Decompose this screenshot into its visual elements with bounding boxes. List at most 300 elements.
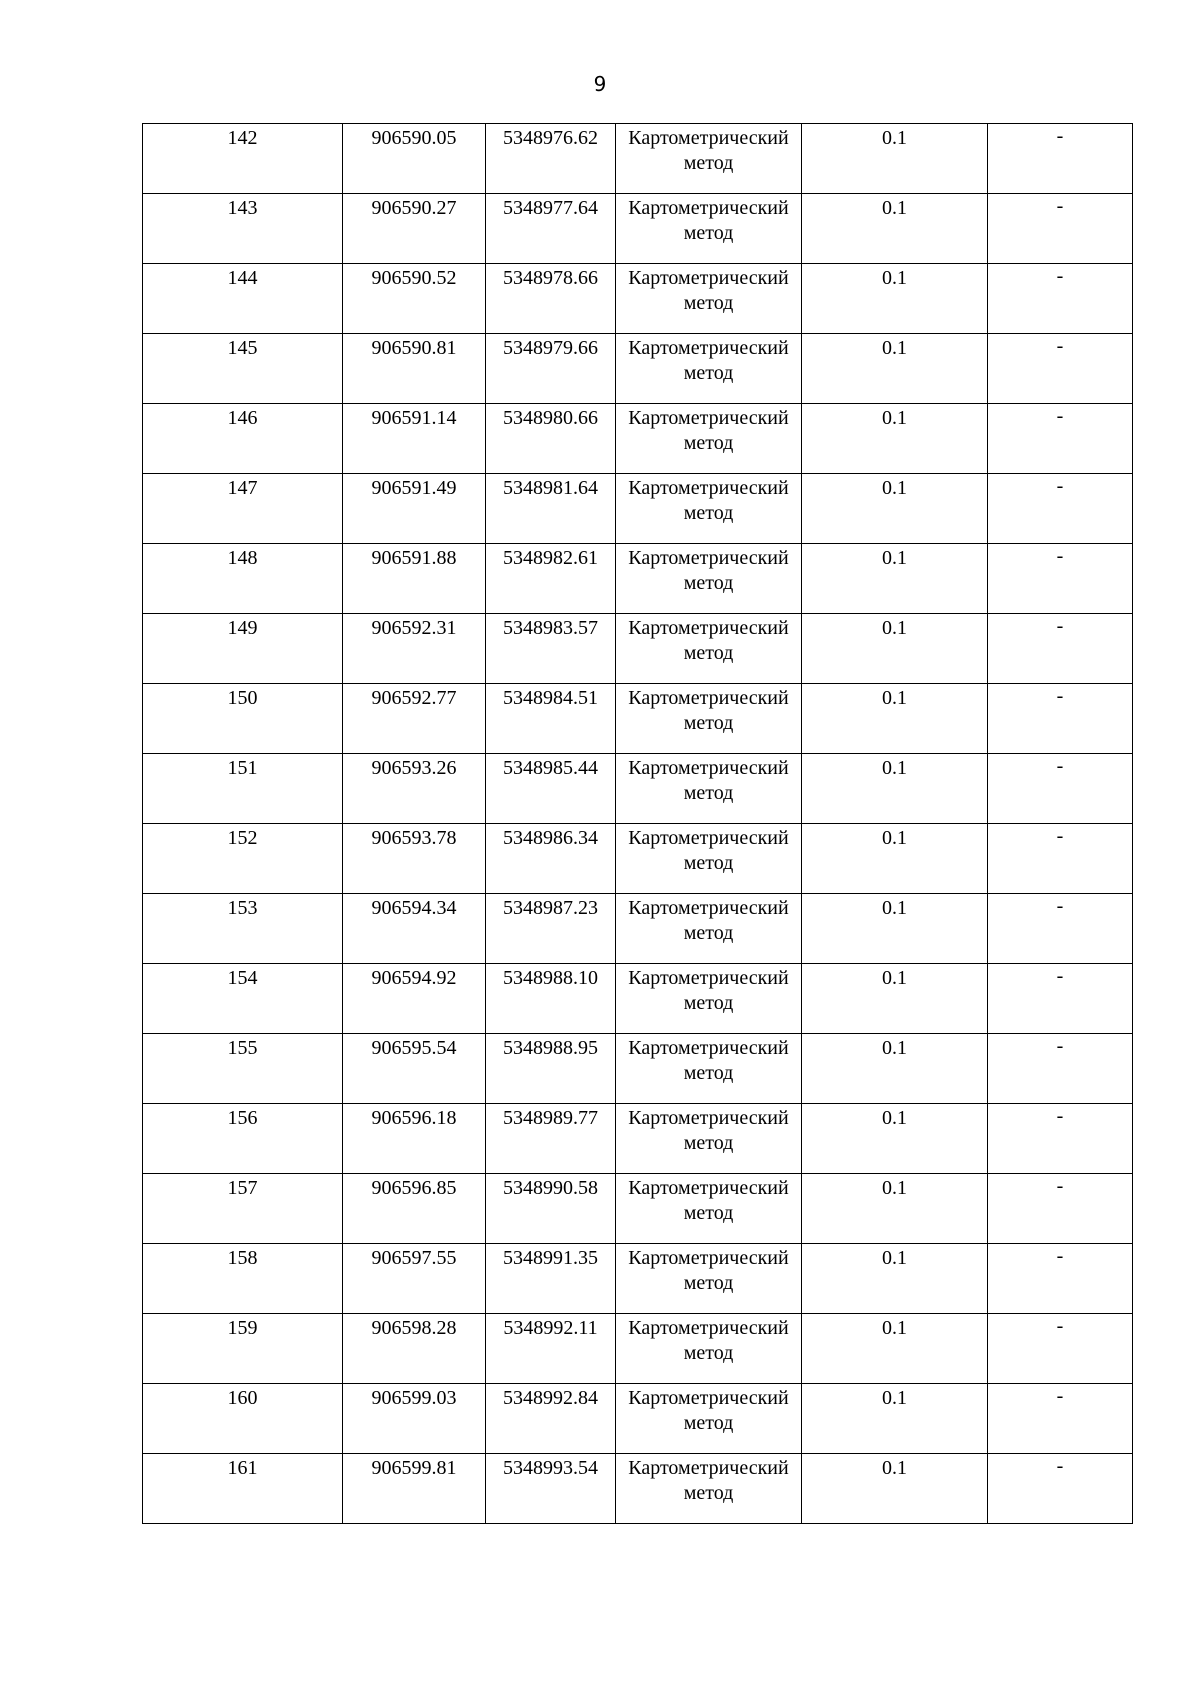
x-coordinate-cell bbox=[343, 1174, 486, 1244]
note-value: - bbox=[1056, 1385, 1064, 1407]
note-value: - bbox=[1056, 545, 1064, 567]
method-cell bbox=[616, 404, 802, 474]
note-value: - bbox=[1056, 685, 1064, 707]
method-line-1: Картометрический bbox=[628, 127, 789, 149]
x-coordinate-cell bbox=[343, 964, 486, 1034]
table-row bbox=[143, 404, 1133, 474]
y-coordinate-cell bbox=[486, 474, 616, 544]
note-cell bbox=[988, 824, 1133, 894]
note-cell bbox=[988, 614, 1133, 684]
x-coordinate-cell bbox=[343, 544, 486, 614]
method-cell bbox=[616, 614, 802, 684]
method-cell bbox=[616, 1034, 802, 1104]
x-coordinate: 906592.77 bbox=[371, 687, 457, 709]
method-cell bbox=[616, 544, 802, 614]
x-coordinate: 906594.34 bbox=[371, 897, 457, 919]
accuracy-value: 0.1 bbox=[882, 1037, 907, 1059]
accuracy-value: 0.1 bbox=[882, 407, 907, 429]
y-coordinate-cell bbox=[486, 194, 616, 264]
accuracy-cell bbox=[802, 824, 988, 894]
y-coordinate: 5348985.44 bbox=[503, 757, 598, 779]
point-id: 156 bbox=[227, 1107, 258, 1129]
point-id: 160 bbox=[227, 1387, 258, 1409]
table-row bbox=[143, 194, 1133, 264]
point-id: 155 bbox=[227, 1037, 258, 1059]
x-coordinate: 906590.52 bbox=[371, 267, 457, 289]
point-id-cell bbox=[143, 1104, 343, 1174]
x-coordinate: 906592.31 bbox=[371, 617, 457, 639]
y-coordinate-cell bbox=[486, 1104, 616, 1174]
y-coordinate: 5348976.62 bbox=[503, 127, 598, 149]
point-id-cell bbox=[143, 474, 343, 544]
x-coordinate-cell bbox=[343, 1244, 486, 1314]
x-coordinate-cell bbox=[343, 474, 486, 544]
point-id-cell bbox=[143, 1174, 343, 1244]
method-cell bbox=[616, 334, 802, 404]
method-line-2: метод bbox=[683, 152, 734, 174]
method-text bbox=[616, 1244, 801, 1296]
method-line-1: Картометрический bbox=[628, 827, 789, 849]
note-cell bbox=[988, 1384, 1133, 1454]
accuracy-cell bbox=[802, 1384, 988, 1454]
y-coordinate: 5348978.66 bbox=[503, 267, 598, 289]
y-coordinate-cell bbox=[486, 124, 616, 194]
point-id-cell bbox=[143, 1314, 343, 1384]
x-coordinate: 906597.55 bbox=[371, 1247, 457, 1269]
accuracy-value: 0.1 bbox=[882, 477, 907, 499]
point-id-cell bbox=[143, 334, 343, 404]
method-line-1: Картометрический bbox=[628, 477, 789, 499]
note-cell bbox=[988, 404, 1133, 474]
x-coordinate: 906596.18 bbox=[371, 1107, 457, 1129]
table-row bbox=[143, 334, 1133, 404]
y-coordinate: 5348979.66 bbox=[503, 337, 598, 359]
accuracy-cell bbox=[802, 684, 988, 754]
table-row bbox=[143, 1034, 1133, 1104]
accuracy-cell bbox=[802, 754, 988, 824]
point-id-cell bbox=[143, 1384, 343, 1454]
accuracy-cell bbox=[802, 404, 988, 474]
x-coordinate: 906599.03 bbox=[371, 1387, 457, 1409]
accuracy-value: 0.1 bbox=[882, 1317, 907, 1339]
x-coordinate-cell bbox=[343, 404, 486, 474]
point-id: 149 bbox=[227, 617, 258, 639]
note-value: - bbox=[1056, 1105, 1064, 1127]
accuracy-cell bbox=[802, 964, 988, 1034]
method-line-2: метод bbox=[683, 642, 734, 664]
method-line-2: метод bbox=[683, 222, 734, 244]
method-cell bbox=[616, 1174, 802, 1244]
note-cell bbox=[988, 1314, 1133, 1384]
table-row bbox=[143, 754, 1133, 824]
y-coordinate: 5348992.11 bbox=[503, 1317, 598, 1339]
y-coordinate-cell bbox=[486, 544, 616, 614]
y-coordinate-cell bbox=[486, 614, 616, 684]
note-value: - bbox=[1056, 755, 1064, 777]
method-line-1: Картометрический bbox=[628, 267, 789, 289]
method-text bbox=[616, 684, 801, 736]
note-value: - bbox=[1056, 615, 1064, 637]
accuracy-value: 0.1 bbox=[882, 967, 907, 989]
note-cell bbox=[988, 894, 1133, 964]
y-coordinate: 5348986.34 bbox=[503, 827, 598, 849]
y-coordinate: 5348981.64 bbox=[503, 477, 598, 499]
method-line-1: Картометрический bbox=[628, 687, 789, 709]
x-coordinate-cell bbox=[343, 334, 486, 404]
accuracy-cell bbox=[802, 544, 988, 614]
accuracy-cell bbox=[802, 1034, 988, 1104]
method-text bbox=[616, 824, 801, 876]
point-id: 147 bbox=[227, 477, 258, 499]
x-coordinate-cell bbox=[343, 264, 486, 334]
y-coordinate: 5348987.23 bbox=[503, 897, 598, 919]
y-coordinate-cell bbox=[486, 264, 616, 334]
method-line-1: Картометрический bbox=[628, 1247, 789, 1269]
accuracy-value: 0.1 bbox=[882, 827, 907, 849]
point-id: 146 bbox=[227, 407, 258, 429]
point-id-cell bbox=[143, 684, 343, 754]
method-text bbox=[616, 1454, 801, 1506]
method-text bbox=[616, 1384, 801, 1436]
point-id-cell bbox=[143, 124, 343, 194]
point-id: 161 bbox=[227, 1457, 258, 1479]
note-value: - bbox=[1056, 1455, 1064, 1477]
accuracy-value: 0.1 bbox=[882, 617, 907, 639]
note-cell bbox=[988, 1244, 1133, 1314]
method-line-2: метод bbox=[683, 1412, 734, 1434]
note-value: - bbox=[1056, 405, 1064, 427]
accuracy-value: 0.1 bbox=[882, 337, 907, 359]
x-coordinate-cell bbox=[343, 684, 486, 754]
note-cell bbox=[988, 124, 1133, 194]
method-line-2: метод bbox=[683, 992, 734, 1014]
method-line-2: метод bbox=[683, 502, 734, 524]
x-coordinate-cell bbox=[343, 754, 486, 824]
point-id-cell bbox=[143, 894, 343, 964]
note-cell bbox=[988, 754, 1133, 824]
point-id: 159 bbox=[227, 1317, 258, 1339]
note-cell bbox=[988, 1174, 1133, 1244]
point-id-cell bbox=[143, 1034, 343, 1104]
method-cell bbox=[616, 1454, 802, 1524]
y-coordinate-cell bbox=[486, 964, 616, 1034]
coordinates-table bbox=[142, 123, 1133, 1524]
method-line-1: Картометрический bbox=[628, 617, 789, 639]
y-coordinate-cell bbox=[486, 754, 616, 824]
coordinates-table-body bbox=[143, 124, 1133, 1524]
point-id: 148 bbox=[227, 547, 258, 569]
accuracy-value: 0.1 bbox=[882, 1387, 907, 1409]
method-line-1: Картометрический bbox=[628, 897, 789, 919]
y-coordinate: 5348988.95 bbox=[503, 1037, 598, 1059]
table-row bbox=[143, 964, 1133, 1034]
method-line-2: метод bbox=[683, 1272, 734, 1294]
method-text bbox=[616, 964, 801, 1016]
note-cell bbox=[988, 474, 1133, 544]
accuracy-value: 0.1 bbox=[882, 267, 907, 289]
method-line-1: Картометрический bbox=[628, 1037, 789, 1059]
method-line-1: Картометрический bbox=[628, 1317, 789, 1339]
accuracy-cell bbox=[802, 1454, 988, 1524]
y-coordinate: 5348993.54 bbox=[503, 1457, 598, 1479]
x-coordinate: 906591.14 bbox=[371, 407, 457, 429]
note-cell bbox=[988, 684, 1133, 754]
x-coordinate: 906594.92 bbox=[371, 967, 457, 989]
y-coordinate-cell bbox=[486, 1454, 616, 1524]
method-cell bbox=[616, 894, 802, 964]
y-coordinate: 5348984.51 bbox=[503, 687, 598, 709]
table-row bbox=[143, 1384, 1133, 1454]
table-row bbox=[143, 824, 1133, 894]
point-id: 154 bbox=[227, 967, 258, 989]
page-number: 9 bbox=[593, 72, 607, 96]
x-coordinate: 906596.85 bbox=[371, 1177, 457, 1199]
method-line-1: Картометрический bbox=[628, 1387, 789, 1409]
method-cell bbox=[616, 1384, 802, 1454]
x-coordinate-cell bbox=[343, 614, 486, 684]
accuracy-cell bbox=[802, 1104, 988, 1174]
accuracy-value: 0.1 bbox=[882, 897, 907, 919]
x-coordinate: 906599.81 bbox=[371, 1457, 457, 1479]
method-text bbox=[616, 264, 801, 316]
method-line-2: метод bbox=[683, 1482, 734, 1504]
table-row bbox=[143, 124, 1133, 194]
method-text bbox=[616, 1174, 801, 1226]
method-text bbox=[616, 1104, 801, 1156]
y-coordinate-cell bbox=[486, 684, 616, 754]
note-value: - bbox=[1056, 335, 1064, 357]
point-id-cell bbox=[143, 404, 343, 474]
point-id: 145 bbox=[227, 337, 258, 359]
note-cell bbox=[988, 264, 1133, 334]
table-row bbox=[143, 1314, 1133, 1384]
x-coordinate-cell bbox=[343, 1314, 486, 1384]
note-cell bbox=[988, 1104, 1133, 1174]
method-text bbox=[616, 474, 801, 526]
method-line-2: метод bbox=[683, 1062, 734, 1084]
x-coordinate-cell bbox=[343, 124, 486, 194]
accuracy-value: 0.1 bbox=[882, 757, 907, 779]
table-row bbox=[143, 1104, 1133, 1174]
method-cell bbox=[616, 684, 802, 754]
note-value: - bbox=[1056, 965, 1064, 987]
note-value: - bbox=[1056, 195, 1064, 217]
method-line-1: Картометрический bbox=[628, 1457, 789, 1479]
method-line-2: метод bbox=[683, 432, 734, 454]
x-coordinate: 906593.26 bbox=[371, 757, 457, 779]
table-row bbox=[143, 474, 1133, 544]
table-row bbox=[143, 264, 1133, 334]
y-coordinate-cell bbox=[486, 1034, 616, 1104]
note-value: - bbox=[1056, 1035, 1064, 1057]
table-row bbox=[143, 684, 1133, 754]
accuracy-cell bbox=[802, 614, 988, 684]
accuracy-cell bbox=[802, 124, 988, 194]
point-id: 153 bbox=[227, 897, 258, 919]
x-coordinate-cell bbox=[343, 1454, 486, 1524]
y-coordinate: 5348992.84 bbox=[503, 1387, 598, 1409]
method-line-2: метод bbox=[683, 1342, 734, 1364]
method-cell bbox=[616, 1244, 802, 1314]
table-row bbox=[143, 1454, 1133, 1524]
y-coordinate: 5348977.64 bbox=[503, 197, 598, 219]
y-coordinate-cell bbox=[486, 334, 616, 404]
method-line-2: метод bbox=[683, 782, 734, 804]
y-coordinate-cell bbox=[486, 894, 616, 964]
point-id-cell bbox=[143, 614, 343, 684]
accuracy-value: 0.1 bbox=[882, 1457, 907, 1479]
point-id-cell bbox=[143, 824, 343, 894]
method-cell bbox=[616, 124, 802, 194]
point-id-cell bbox=[143, 1244, 343, 1314]
table-row bbox=[143, 1244, 1133, 1314]
method-text bbox=[616, 1034, 801, 1086]
method-line-1: Картометрический bbox=[628, 757, 789, 779]
accuracy-cell bbox=[802, 894, 988, 964]
method-text bbox=[616, 124, 801, 176]
y-coordinate-cell bbox=[486, 1384, 616, 1454]
method-text bbox=[616, 614, 801, 666]
method-line-2: метод bbox=[683, 362, 734, 384]
y-coordinate: 5348988.10 bbox=[503, 967, 598, 989]
method-text bbox=[616, 1314, 801, 1366]
note-cell bbox=[988, 964, 1133, 1034]
method-text bbox=[616, 334, 801, 386]
y-coordinate: 5348990.58 bbox=[503, 1177, 598, 1199]
table-row bbox=[143, 894, 1133, 964]
note-value: - bbox=[1056, 1175, 1064, 1197]
x-coordinate: 906590.05 bbox=[371, 127, 457, 149]
note-value: - bbox=[1056, 1245, 1064, 1267]
note-value: - bbox=[1056, 265, 1064, 287]
accuracy-value: 0.1 bbox=[882, 127, 907, 149]
note-value: - bbox=[1056, 825, 1064, 847]
accuracy-value: 0.1 bbox=[882, 1177, 907, 1199]
method-text bbox=[616, 404, 801, 456]
note-cell bbox=[988, 1454, 1133, 1524]
point-id: 157 bbox=[227, 1177, 258, 1199]
method-cell bbox=[616, 1104, 802, 1174]
note-cell bbox=[988, 334, 1133, 404]
point-id: 150 bbox=[227, 687, 258, 709]
method-line-2: метод bbox=[683, 572, 734, 594]
accuracy-cell bbox=[802, 1244, 988, 1314]
method-line-2: метод bbox=[683, 292, 734, 314]
y-coordinate-cell bbox=[486, 1174, 616, 1244]
x-coordinate: 906598.28 bbox=[371, 1317, 457, 1339]
method-line-1: Картометрический bbox=[628, 547, 789, 569]
method-text bbox=[616, 754, 801, 806]
point-id-cell bbox=[143, 544, 343, 614]
point-id: 142 bbox=[227, 127, 258, 149]
method-cell bbox=[616, 474, 802, 544]
y-coordinate-cell bbox=[486, 824, 616, 894]
x-coordinate-cell bbox=[343, 1384, 486, 1454]
point-id-cell bbox=[143, 754, 343, 824]
x-coordinate-cell bbox=[343, 194, 486, 264]
method-cell bbox=[616, 824, 802, 894]
note-cell bbox=[988, 194, 1133, 264]
table-row bbox=[143, 1174, 1133, 1244]
note-cell bbox=[988, 544, 1133, 614]
x-coordinate: 906591.49 bbox=[371, 477, 457, 499]
y-coordinate: 5348983.57 bbox=[503, 617, 598, 639]
method-cell bbox=[616, 194, 802, 264]
point-id-cell bbox=[143, 1454, 343, 1524]
note-value: - bbox=[1056, 895, 1064, 917]
method-line-1: Картометрический bbox=[628, 407, 789, 429]
method-line-2: метод bbox=[683, 1202, 734, 1224]
accuracy-cell bbox=[802, 334, 988, 404]
method-line-1: Картометрический bbox=[628, 197, 789, 219]
accuracy-value: 0.1 bbox=[882, 1247, 907, 1269]
accuracy-value: 0.1 bbox=[882, 1107, 907, 1129]
y-coordinate-cell bbox=[486, 1314, 616, 1384]
point-id-cell bbox=[143, 194, 343, 264]
y-coordinate-cell bbox=[486, 1244, 616, 1314]
y-coordinate: 5348982.61 bbox=[503, 547, 598, 569]
x-coordinate-cell bbox=[343, 1104, 486, 1174]
point-id: 158 bbox=[227, 1247, 258, 1269]
accuracy-cell bbox=[802, 474, 988, 544]
note-value: - bbox=[1056, 1315, 1064, 1337]
method-text bbox=[616, 194, 801, 246]
method-cell bbox=[616, 1314, 802, 1384]
point-id: 143 bbox=[227, 197, 258, 219]
method-line-1: Картометрический bbox=[628, 1107, 789, 1129]
accuracy-cell bbox=[802, 1174, 988, 1244]
x-coordinate-cell bbox=[343, 1034, 486, 1104]
accuracy-value: 0.1 bbox=[882, 197, 907, 219]
accuracy-value: 0.1 bbox=[882, 687, 907, 709]
method-line-2: метод bbox=[683, 922, 734, 944]
accuracy-cell bbox=[802, 264, 988, 334]
point-id-cell bbox=[143, 264, 343, 334]
x-coordinate: 906593.78 bbox=[371, 827, 457, 849]
y-coordinate: 5348980.66 bbox=[503, 407, 598, 429]
method-cell bbox=[616, 754, 802, 824]
method-text bbox=[616, 544, 801, 596]
method-line-1: Картометрический bbox=[628, 337, 789, 359]
method-cell bbox=[616, 264, 802, 334]
x-coordinate: 906590.81 bbox=[371, 337, 457, 359]
method-cell bbox=[616, 964, 802, 1034]
method-line-2: метод bbox=[683, 712, 734, 734]
y-coordinate: 5348991.35 bbox=[503, 1247, 598, 1269]
y-coordinate-cell bbox=[486, 404, 616, 474]
note-cell bbox=[988, 1034, 1133, 1104]
x-coordinate: 906591.88 bbox=[371, 547, 457, 569]
x-coordinate: 906590.27 bbox=[371, 197, 457, 219]
point-id: 152 bbox=[227, 827, 258, 849]
point-id: 151 bbox=[227, 757, 258, 779]
point-id: 144 bbox=[227, 267, 258, 289]
x-coordinate-cell bbox=[343, 824, 486, 894]
method-line-1: Картометрический bbox=[628, 967, 789, 989]
table-row bbox=[143, 614, 1133, 684]
method-line-2: метод bbox=[683, 852, 734, 874]
table-row bbox=[143, 544, 1133, 614]
note-value: - bbox=[1056, 125, 1064, 147]
method-line-2: метод bbox=[683, 1132, 734, 1154]
accuracy-value: 0.1 bbox=[882, 547, 907, 569]
accuracy-cell bbox=[802, 194, 988, 264]
method-line-1: Картометрический bbox=[628, 1177, 789, 1199]
point-id-cell bbox=[143, 964, 343, 1034]
x-coordinate-cell bbox=[343, 894, 486, 964]
accuracy-cell bbox=[802, 1314, 988, 1384]
note-value: - bbox=[1056, 475, 1064, 497]
